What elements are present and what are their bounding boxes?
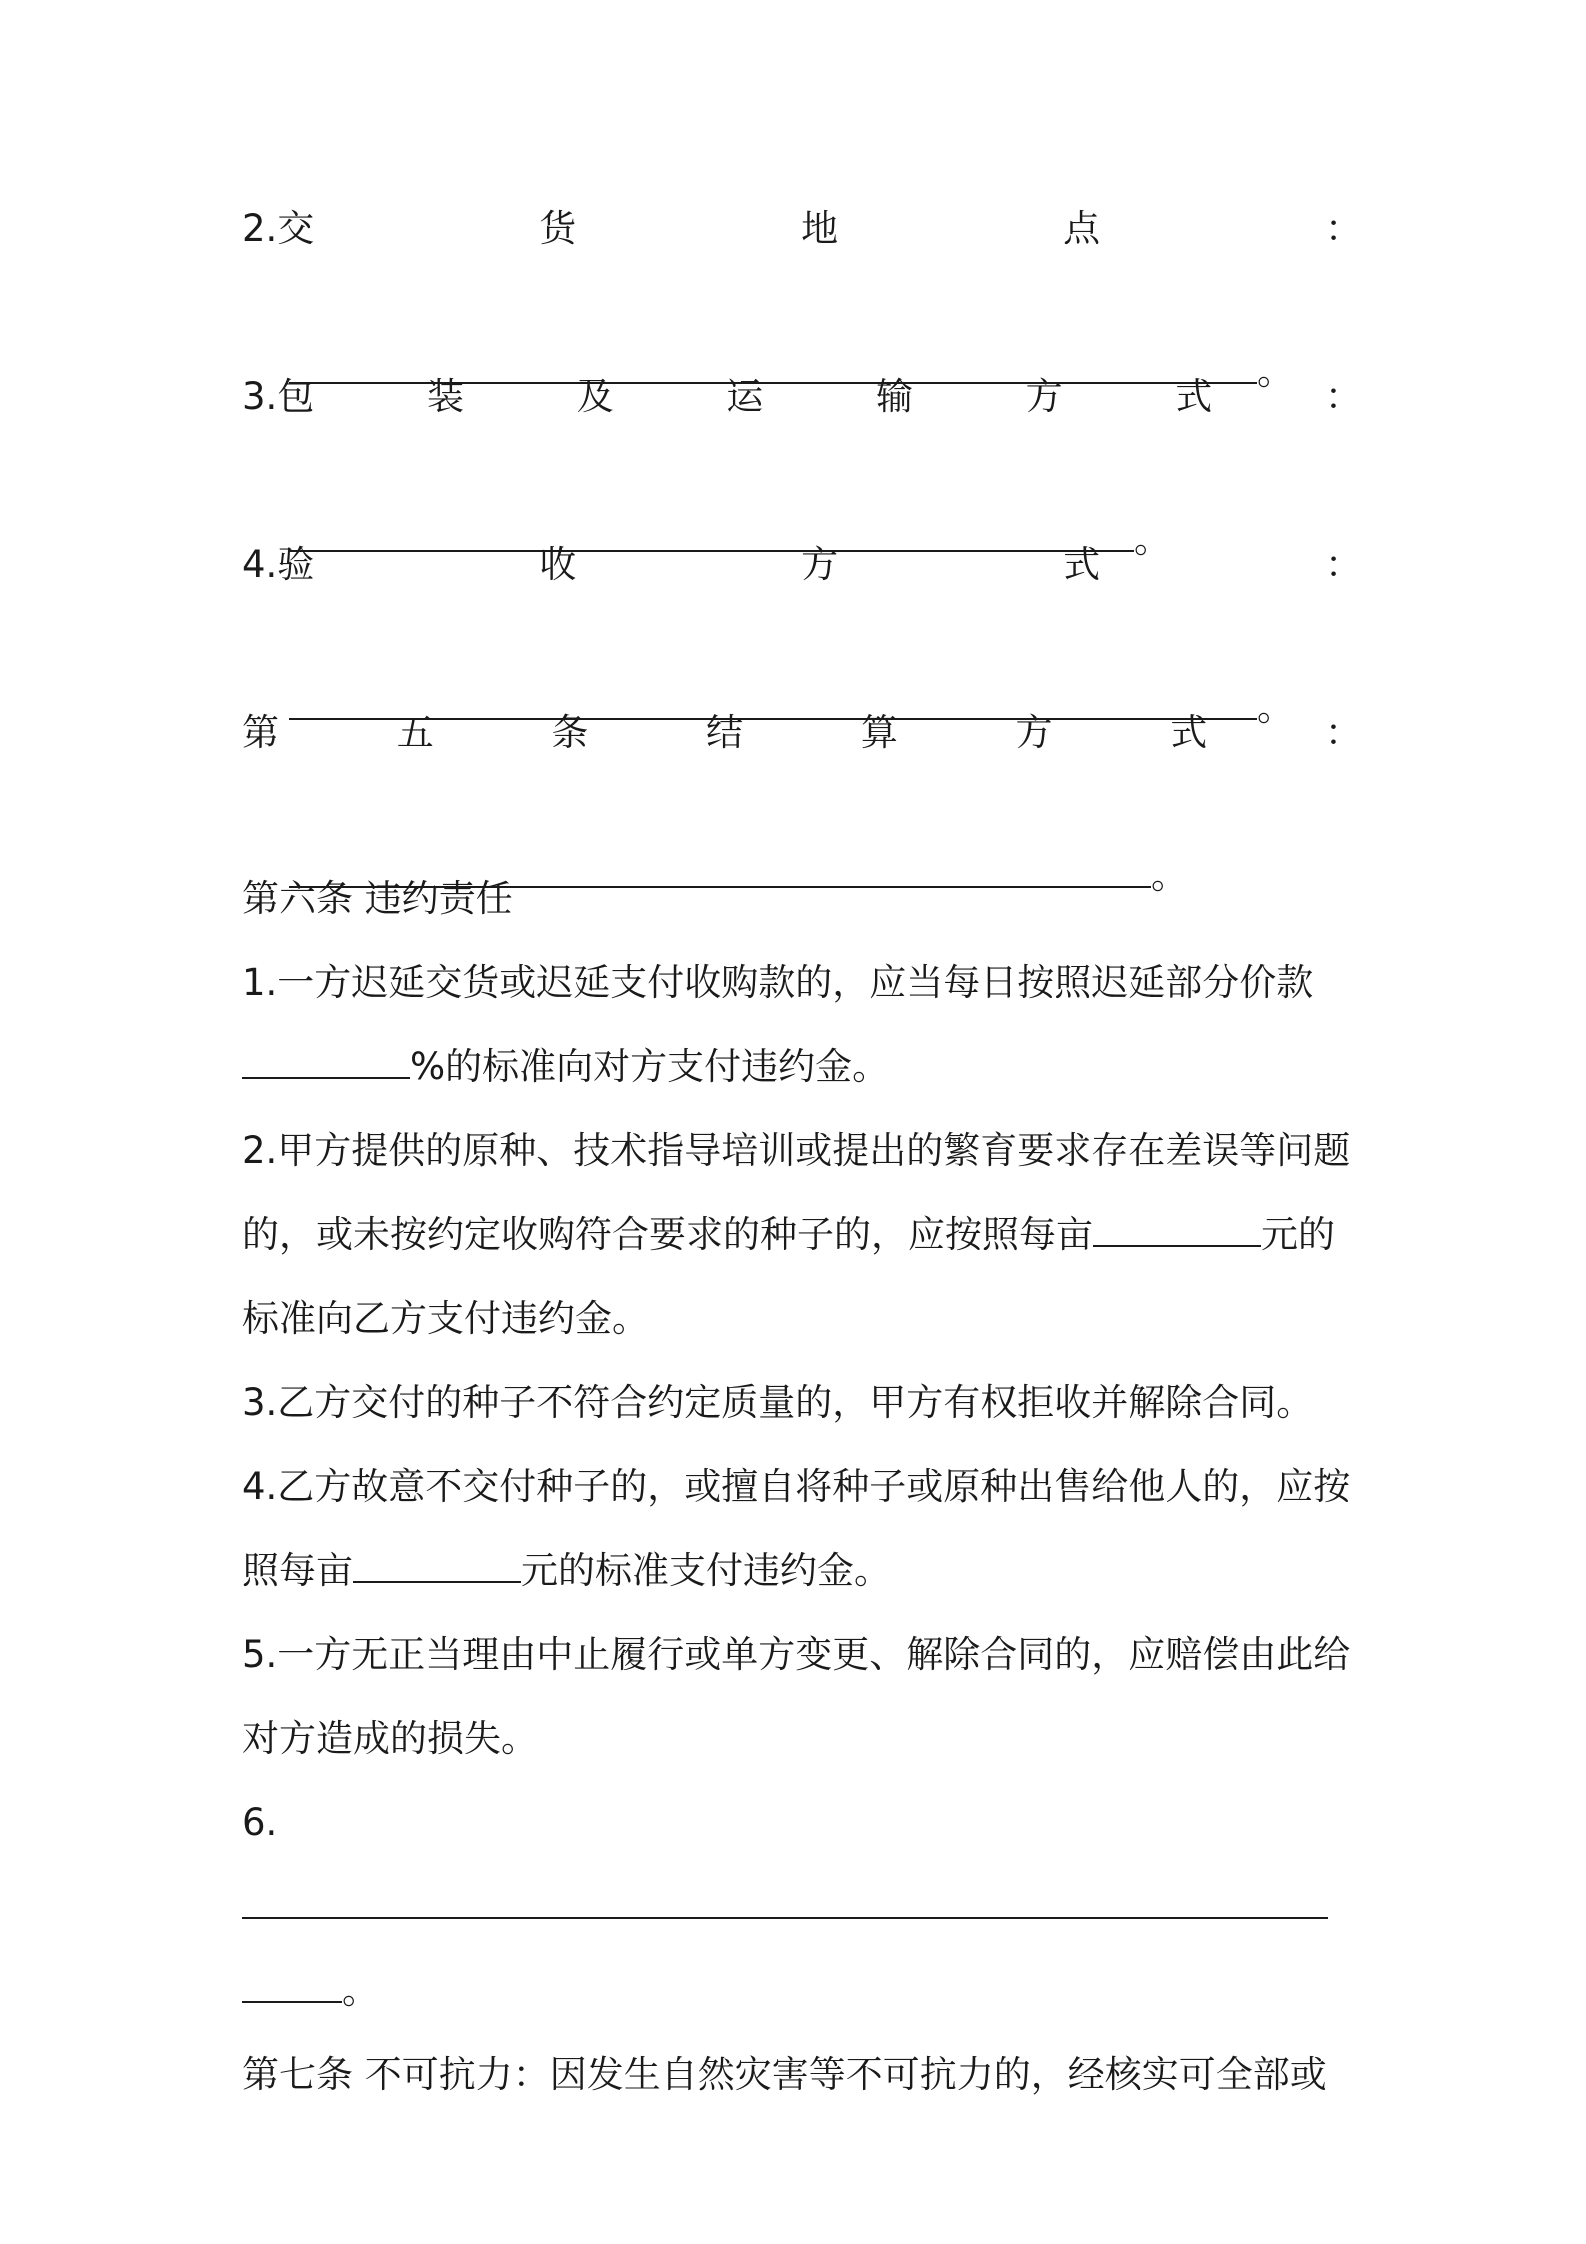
- clause-6-2-line2: [242, 1193, 1362, 1277]
- clause-6-6-line1: [242, 1781, 1362, 1949]
- label-char: 2.交: [242, 207, 315, 250]
- period: 。: [1257, 350, 1295, 393]
- clause-blank[interactable]: [242, 1967, 342, 2003]
- clause-6-5-line1: 5.一方无正当理由中止履行或单方变更、解除合同的，应赔偿由此给: [242, 1633, 1351, 1676]
- label-char: 运: [726, 375, 764, 418]
- label-char: ：: [1324, 375, 1362, 418]
- label-char: 结: [706, 711, 744, 754]
- label-char: ：: [1324, 711, 1362, 754]
- label-char: 方: [1015, 711, 1053, 754]
- label-char: 装: [426, 375, 464, 418]
- label-char: ：: [1325, 543, 1362, 586]
- acceptance-method-label: [242, 541, 1362, 589]
- label-char: 式: [1175, 375, 1213, 418]
- clause-text: 元的: [1261, 1213, 1335, 1256]
- clause-6-1-line1: 1.一方迟延交货或迟延支付收购款的，应当每日按照迟延部分价款: [242, 961, 1314, 1004]
- label-char: ：: [1325, 207, 1362, 250]
- label-char: 收: [539, 543, 577, 586]
- label-char: 式: [1063, 543, 1101, 586]
- label-char: 条: [551, 711, 589, 754]
- label-char: 货: [539, 207, 577, 250]
- delivery-location-label: [242, 205, 1362, 253]
- label-char: 地: [801, 207, 839, 250]
- amount-blank[interactable]: [1093, 1211, 1261, 1247]
- amount-blank[interactable]: [353, 1547, 521, 1583]
- period: 。: [1134, 518, 1172, 561]
- label-char: 五: [396, 711, 434, 754]
- clause-6-6-line2: [242, 1949, 1362, 2033]
- delivery-location-blank-line: [242, 300, 1362, 444]
- clause-text: 元的标准支付违约金。: [521, 1549, 891, 1592]
- clause-6-4-line2: [242, 1529, 1362, 1613]
- label-char: 输: [875, 375, 913, 418]
- label-char: 点: [1063, 207, 1101, 250]
- clause-6-3: 3.乙方交付的种子不符合约定质量的，甲方有权拒收并解除合同。: [242, 1381, 1314, 1424]
- label-char: 3.包: [242, 375, 315, 418]
- clause-blank[interactable]: [242, 1883, 1328, 1919]
- article6-heading: 第六条 违约责任: [242, 877, 513, 920]
- clause-text: 6.: [242, 1801, 278, 1844]
- article5-settlement-label: [242, 709, 1362, 757]
- clause-6-4-line1: 4.乙方故意不交付种子的，或擅自将种子或原种出售给他人的，应按: [242, 1465, 1351, 1508]
- label-char: 4.验: [242, 543, 315, 586]
- clause-6-2-line3: 标准向乙方支付违约金。: [242, 1297, 649, 1340]
- article6-section: [242, 857, 1362, 2117]
- label-char: 方: [801, 543, 839, 586]
- clause-6-5-line2: 对方造成的损失。: [242, 1717, 538, 1760]
- clause-6-2-line1: 2.甲方提供的原种、技术指导培训或提出的繁育要求存在差误等问题: [242, 1129, 1351, 1172]
- period: 。: [1257, 686, 1295, 729]
- label-char: 式: [1170, 711, 1208, 754]
- packaging-transport-label: [242, 373, 1362, 421]
- article7-line1: 第七条 不可抗力：因发生自然灾害等不可抗力的，经核实可全部或: [242, 2053, 1327, 2096]
- period: 。: [1151, 854, 1189, 897]
- clause-text: %的标准向对方支付违约金。: [410, 1045, 890, 1088]
- label-char: 方: [1025, 375, 1063, 418]
- label-char: 算: [860, 711, 898, 754]
- clause-text: 的，或未按约定收购符合要求的种子的，应按照每亩: [242, 1213, 1093, 1256]
- period: 。: [342, 1969, 379, 2012]
- label-char: 第: [242, 711, 279, 754]
- clause-6-1-line2: [242, 1025, 1362, 1109]
- clause-text: 照每亩: [242, 1549, 353, 1592]
- packaging-transport-blank-line: [242, 468, 1362, 612]
- acceptance-method-blank-line: [242, 636, 1362, 780]
- percent-blank[interactable]: [242, 1043, 410, 1079]
- label-char: 及: [576, 375, 614, 418]
